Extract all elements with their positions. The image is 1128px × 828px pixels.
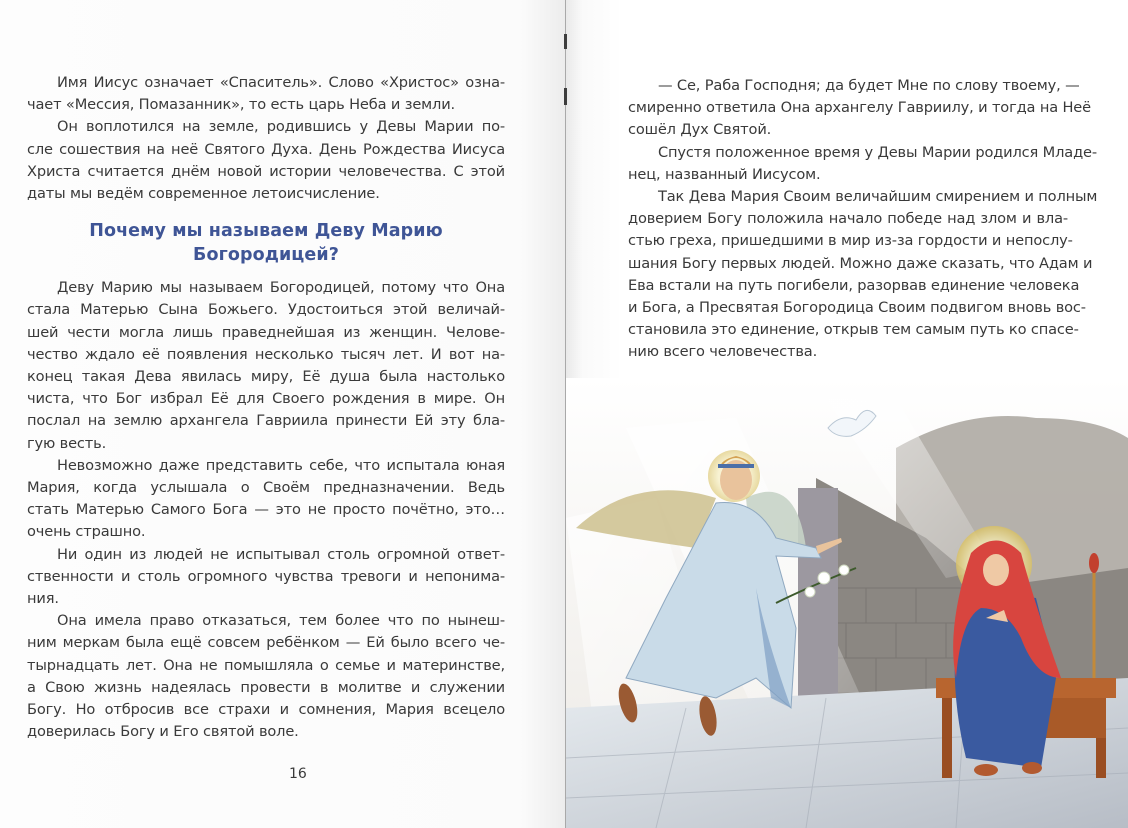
text-line: тырнадцать лет. Она не помышляла о семье и материнстве,	[27, 656, 505, 674]
text-line: Ни один из людей не испытывал столь огромной ответ-	[57, 545, 505, 563]
text-line: Она имела право отказаться, тем более что по нынеш-	[57, 612, 505, 630]
main-paragraphs	[27, 277, 505, 743]
text-line: шания Богу первых людей. Можно даже сказать, что Адам и	[628, 254, 1093, 272]
left-page-text	[27, 72, 505, 743]
text-line: смиренно ответила Она архангелу Гавриилу, и тогда на Неё	[628, 99, 1091, 117]
text-line: ния.	[27, 590, 59, 608]
heading-line-2: Богородицей?	[193, 245, 339, 266]
text-line: стать Матерью Самого Бога — это не просто почётно, это…	[27, 501, 505, 519]
text-line: очень страшно.	[27, 523, 146, 541]
paragraph	[628, 75, 1091, 142]
heading-line-1: Почему мы называем Деву Марию	[89, 221, 443, 242]
text-line: Ева встали на путь погибели, разорвав единение человека	[628, 276, 1080, 294]
paragraph	[27, 116, 505, 205]
text-line: ним меркам была ещё совсем ребёнком — Ей было всего че-	[27, 634, 505, 652]
lily-flower	[818, 572, 830, 584]
text-line: и Бога, а Пресвятая Богородица Своим подвигом вновь вос-	[628, 299, 1086, 317]
paragraph	[27, 277, 505, 455]
paragraph	[27, 72, 505, 116]
text-line: Имя Иисус означает «Спаситель». Слово «Христос» озна-	[57, 74, 505, 91]
text-line: чиста, что Бог избрал Её для Своего рождения в мире. Он	[27, 390, 505, 408]
right-page-text	[628, 75, 1098, 364]
page-number: 16	[289, 766, 307, 782]
text-line: сле сошествия на неё Святого Духа. День Рождества Иисуса	[27, 140, 505, 158]
mary-shoe	[1022, 762, 1042, 774]
lily-flower	[805, 587, 815, 597]
text-line: Невозможно даже представить себе, что испытала юная	[57, 456, 505, 474]
text-line: Христа считается днём новой истории человечества. С этой	[27, 162, 505, 180]
right-paragraphs	[628, 75, 1098, 364]
text-line: Мария, когда услышала о Своём предназначении. Ведь	[27, 479, 505, 497]
text-line: становила это единение, открыв тем самым путь ко спасе-	[628, 321, 1079, 339]
text-line: доверием Богу положила начало победе над злом и вла-	[628, 210, 1068, 228]
text-line: а Свою жизнь надеялась провести в молитве и служении	[27, 678, 505, 696]
intro-paragraphs	[27, 72, 505, 205]
annunciation-illustration	[566, 378, 1128, 828]
text-line: Спустя положенное время у Девы Марии родился Младе-	[658, 143, 1097, 161]
text-line: нец, названный Иисусом.	[628, 165, 821, 183]
paragraph	[27, 544, 505, 611]
text-line: доверилась Богу и Его святой воле.	[27, 723, 299, 741]
section-heading	[27, 219, 505, 267]
mary-face	[983, 554, 1009, 586]
staple-bottom	[564, 88, 567, 105]
text-line: Деву Марию мы называем Богородицей, потому что Она	[57, 279, 505, 297]
mary-shoe	[974, 764, 998, 776]
text-line: конец такая Дева явилась миру, Её душа была настолько	[27, 368, 505, 386]
text-line: стью греха, пришедшими в мир из-за гордости и непослу-	[628, 232, 1073, 250]
distaff-yarn	[1089, 553, 1099, 573]
lily-flower	[839, 565, 849, 575]
paragraph	[27, 455, 505, 544]
text-line: гую весть.	[27, 434, 107, 452]
text-line: послал на землю архангела Гавриила принести Ей эту бла-	[27, 412, 505, 430]
text-line: чество ждало её появления несколько тысяч лет. И вот на-	[27, 345, 505, 363]
text-line: шей чести могла лишь праведнейшая из женщин. Челове-	[27, 323, 505, 341]
text-line: даты мы ведём современное летоисчисление.	[27, 185, 380, 203]
text-line: стала Матерью Сына Божьего. Удостоиться этой величай-	[27, 301, 505, 319]
bench-leg	[942, 698, 952, 778]
text-line: Так Дева Мария Своим величайшим смирением и полным	[658, 188, 1098, 206]
bench-box	[1046, 698, 1106, 738]
text-line: ственности и столь огромного чувства тревоги и непонима-	[27, 567, 505, 585]
stone-column	[798, 488, 838, 728]
angel-headband	[718, 464, 754, 468]
paragraph	[27, 610, 505, 743]
paragraph	[628, 142, 1097, 186]
text-line: сошёл Дух Святой.	[628, 121, 772, 139]
text-line: чает «Мессия, Помазанник», то есть царь Неба и земли.	[27, 96, 456, 114]
text-line: Он воплотился на земле, родившись у Девы Марии по-	[57, 118, 505, 136]
text-line: Богу. Но отбросив все страхи и сомнения, Мария всецело	[27, 701, 505, 719]
paragraph	[628, 186, 1098, 364]
illustration-svg	[566, 378, 1128, 828]
staple-top	[564, 34, 567, 49]
text-line: нию всего человечества.	[628, 343, 818, 361]
text-line: — Се, Раба Господня; да будет Мне по слову твоему, —	[658, 77, 1080, 94]
